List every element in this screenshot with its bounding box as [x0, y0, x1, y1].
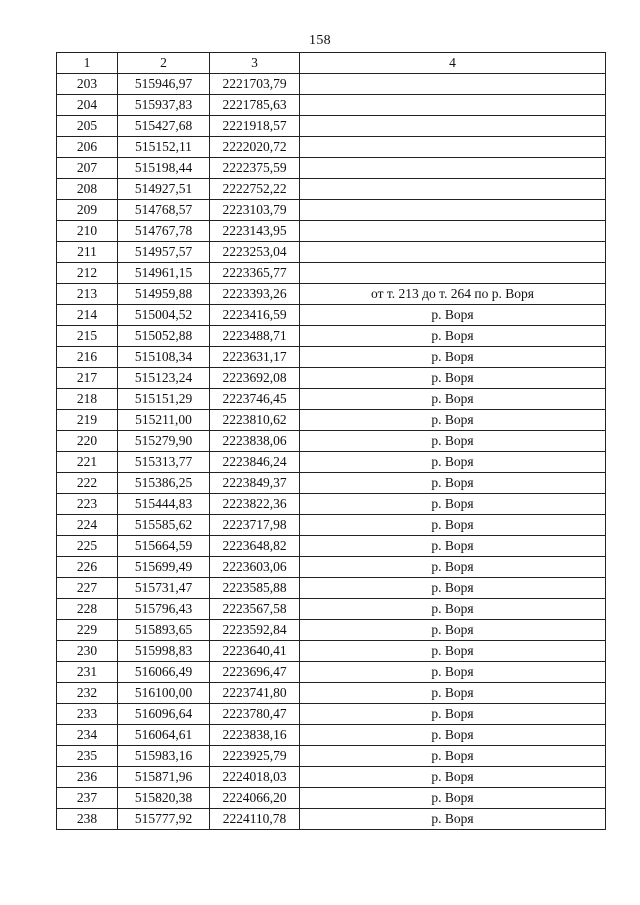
table-row: [57, 284, 606, 305]
x-coordinate-cell: 516096,64: [118, 704, 210, 725]
x-coordinate-cell: 516066,49: [118, 662, 210, 683]
point-number-cell: 228: [57, 599, 118, 620]
table-row: [57, 452, 606, 473]
description-cell: р. Воря: [300, 683, 606, 704]
point-number-cell: 209: [57, 200, 118, 221]
point-number-cell: 204: [57, 95, 118, 116]
point-number-cell: 223: [57, 494, 118, 515]
x-coordinate-cell: 514767,78: [118, 221, 210, 242]
y-coordinate-cell: 2221785,63: [210, 95, 300, 116]
y-coordinate-cell: 2221703,79: [210, 74, 300, 95]
description-cell: р. Воря: [300, 326, 606, 347]
table-row: [57, 431, 606, 452]
y-coordinate-cell: 2223143,95: [210, 221, 300, 242]
description-cell: р. Воря: [300, 641, 606, 662]
y-coordinate-cell: 2223648,82: [210, 536, 300, 557]
point-number-cell: 233: [57, 704, 118, 725]
y-coordinate-cell: 2222020,72: [210, 137, 300, 158]
description-cell: р. Воря: [300, 578, 606, 599]
x-coordinate-cell: 515123,24: [118, 368, 210, 389]
point-number-cell: 203: [57, 74, 118, 95]
table-row: [57, 641, 606, 662]
x-coordinate-cell: 515151,29: [118, 389, 210, 410]
point-number-cell: 208: [57, 179, 118, 200]
table-row: [57, 368, 606, 389]
x-coordinate-cell: 515664,59: [118, 536, 210, 557]
table-row: [57, 116, 606, 137]
y-coordinate-cell: 2223103,79: [210, 200, 300, 221]
description-cell: р. Воря: [300, 368, 606, 389]
point-number-cell: 212: [57, 263, 118, 284]
y-coordinate-cell: 2222752,22: [210, 179, 300, 200]
table-row: [57, 620, 606, 641]
y-coordinate-cell: 2221918,57: [210, 116, 300, 137]
point-number-cell: 211: [57, 242, 118, 263]
x-coordinate-cell: 515198,44: [118, 158, 210, 179]
point-number-cell: 217: [57, 368, 118, 389]
y-coordinate-cell: 2223365,77: [210, 263, 300, 284]
point-number-cell: 229: [57, 620, 118, 641]
point-number-cell: 231: [57, 662, 118, 683]
table-row: [57, 242, 606, 263]
x-coordinate-cell: 515983,16: [118, 746, 210, 767]
table-row: [57, 725, 606, 746]
x-coordinate-cell: 515313,77: [118, 452, 210, 473]
x-coordinate-cell: 515998,83: [118, 641, 210, 662]
y-coordinate-cell: 2222375,59: [210, 158, 300, 179]
description-cell: [300, 263, 606, 284]
point-number-cell: 227: [57, 578, 118, 599]
point-number-cell: 206: [57, 137, 118, 158]
table-row: [57, 662, 606, 683]
header-row: [57, 53, 606, 74]
y-coordinate-cell: 2224066,20: [210, 788, 300, 809]
point-number-cell: 222: [57, 473, 118, 494]
point-number-cell: 220: [57, 431, 118, 452]
table-row: [57, 746, 606, 767]
y-coordinate-cell: 2224110,78: [210, 809, 300, 830]
coordinates-table: [56, 52, 606, 830]
table-row: [57, 263, 606, 284]
description-cell: [300, 74, 606, 95]
x-coordinate-cell: 515871,96: [118, 767, 210, 788]
point-number-cell: 213: [57, 284, 118, 305]
description-cell: [300, 200, 606, 221]
x-coordinate-cell: 515386,25: [118, 473, 210, 494]
y-coordinate-cell: 2223746,45: [210, 389, 300, 410]
page-number: 158: [309, 33, 331, 48]
point-number-cell: 238: [57, 809, 118, 830]
point-number-cell: 225: [57, 536, 118, 557]
x-coordinate-cell: 515777,92: [118, 809, 210, 830]
point-number-cell: 215: [57, 326, 118, 347]
table-row: [57, 473, 606, 494]
y-coordinate-cell: 2223925,79: [210, 746, 300, 767]
table-row: [57, 599, 606, 620]
table-row: [57, 326, 606, 347]
table-row: [57, 515, 606, 536]
table-row: [57, 389, 606, 410]
table-row: [57, 95, 606, 116]
description-cell: от т. 213 до т. 264 по р. Воря: [300, 284, 606, 305]
y-coordinate-cell: 2223640,41: [210, 641, 300, 662]
y-coordinate-cell: 2223780,47: [210, 704, 300, 725]
point-number-cell: 234: [57, 725, 118, 746]
y-coordinate-cell: 2224018,03: [210, 767, 300, 788]
y-coordinate-cell: 2223822,36: [210, 494, 300, 515]
description-cell: р. Воря: [300, 662, 606, 683]
x-coordinate-cell: 515820,38: [118, 788, 210, 809]
x-coordinate-cell: 515937,83: [118, 95, 210, 116]
y-coordinate-cell: 2223849,37: [210, 473, 300, 494]
x-coordinate-cell: 514961,15: [118, 263, 210, 284]
table-row: [57, 704, 606, 725]
column-header-1: 1: [57, 53, 118, 74]
y-coordinate-cell: 2223393,26: [210, 284, 300, 305]
point-number-cell: 207: [57, 158, 118, 179]
y-coordinate-cell: 2223567,58: [210, 599, 300, 620]
description-cell: р. Воря: [300, 788, 606, 809]
x-coordinate-cell: 515585,62: [118, 515, 210, 536]
x-coordinate-cell: 515108,34: [118, 347, 210, 368]
point-number-cell: 230: [57, 641, 118, 662]
x-coordinate-cell: 514959,88: [118, 284, 210, 305]
description-cell: р. Воря: [300, 557, 606, 578]
description-cell: р. Воря: [300, 809, 606, 830]
point-number-cell: 235: [57, 746, 118, 767]
point-number-cell: 210: [57, 221, 118, 242]
description-cell: р. Воря: [300, 620, 606, 641]
description-cell: р. Воря: [300, 599, 606, 620]
y-coordinate-cell: 2223253,04: [210, 242, 300, 263]
y-coordinate-cell: 2223692,08: [210, 368, 300, 389]
table-row: [57, 578, 606, 599]
point-number-cell: 219: [57, 410, 118, 431]
x-coordinate-cell: 516100,00: [118, 683, 210, 704]
table-row: [57, 221, 606, 242]
point-number-cell: 236: [57, 767, 118, 788]
description-cell: р. Воря: [300, 746, 606, 767]
point-number-cell: 214: [57, 305, 118, 326]
x-coordinate-cell: 515004,52: [118, 305, 210, 326]
x-coordinate-cell: 515211,00: [118, 410, 210, 431]
point-number-cell: 237: [57, 788, 118, 809]
point-number-cell: 216: [57, 347, 118, 368]
description-cell: р. Воря: [300, 515, 606, 536]
description-cell: [300, 158, 606, 179]
x-coordinate-cell: 515796,43: [118, 599, 210, 620]
description-cell: [300, 221, 606, 242]
description-cell: р. Воря: [300, 389, 606, 410]
table-row: [57, 158, 606, 179]
description-cell: р. Воря: [300, 767, 606, 788]
table-row: [57, 410, 606, 431]
description-cell: р. Воря: [300, 473, 606, 494]
description-cell: р. Воря: [300, 431, 606, 452]
y-coordinate-cell: 2223838,16: [210, 725, 300, 746]
description-cell: [300, 242, 606, 263]
y-coordinate-cell: 2223488,71: [210, 326, 300, 347]
description-cell: р. Воря: [300, 452, 606, 473]
description-cell: р. Воря: [300, 725, 606, 746]
x-coordinate-cell: 515444,83: [118, 494, 210, 515]
point-number-cell: 224: [57, 515, 118, 536]
column-header-3: 3: [210, 53, 300, 74]
y-coordinate-cell: 2223810,62: [210, 410, 300, 431]
x-coordinate-cell: 515699,49: [118, 557, 210, 578]
table-row: [57, 788, 606, 809]
table-row: [57, 557, 606, 578]
y-coordinate-cell: 2223585,88: [210, 578, 300, 599]
description-cell: р. Воря: [300, 494, 606, 515]
table-row: [57, 200, 606, 221]
y-coordinate-cell: 2223696,47: [210, 662, 300, 683]
y-coordinate-cell: 2223741,80: [210, 683, 300, 704]
x-coordinate-cell: 516064,61: [118, 725, 210, 746]
description-cell: [300, 137, 606, 158]
description-cell: [300, 179, 606, 200]
table-row: [57, 494, 606, 515]
column-header-4: 4: [300, 53, 606, 74]
description-cell: р. Воря: [300, 536, 606, 557]
y-coordinate-cell: 2223592,84: [210, 620, 300, 641]
table-row: [57, 767, 606, 788]
table-row: [57, 305, 606, 326]
description-cell: р. Воря: [300, 410, 606, 431]
column-header-2: 2: [118, 53, 210, 74]
x-coordinate-cell: 514957,57: [118, 242, 210, 263]
x-coordinate-cell: 514768,57: [118, 200, 210, 221]
point-number-cell: 218: [57, 389, 118, 410]
point-number-cell: 205: [57, 116, 118, 137]
x-coordinate-cell: 515279,90: [118, 431, 210, 452]
x-coordinate-cell: 515946,97: [118, 74, 210, 95]
description-cell: [300, 116, 606, 137]
x-coordinate-cell: 515152,11: [118, 137, 210, 158]
description-cell: [300, 95, 606, 116]
x-coordinate-cell: 515052,88: [118, 326, 210, 347]
x-coordinate-cell: 515731,47: [118, 578, 210, 599]
y-coordinate-cell: 2223717,98: [210, 515, 300, 536]
description-cell: р. Воря: [300, 347, 606, 368]
description-cell: р. Воря: [300, 305, 606, 326]
table-row: [57, 536, 606, 557]
table-row: [57, 683, 606, 704]
table-header: [57, 53, 606, 74]
x-coordinate-cell: 515427,68: [118, 116, 210, 137]
y-coordinate-cell: 2223416,59: [210, 305, 300, 326]
table-row: [57, 809, 606, 830]
table-body: [57, 74, 606, 830]
table-row: [57, 137, 606, 158]
point-number-cell: 221: [57, 452, 118, 473]
table-row: [57, 179, 606, 200]
y-coordinate-cell: 2223631,17: [210, 347, 300, 368]
x-coordinate-cell: 515893,65: [118, 620, 210, 641]
point-number-cell: 232: [57, 683, 118, 704]
description-cell: р. Воря: [300, 704, 606, 725]
table-row: [57, 347, 606, 368]
point-number-cell: 226: [57, 557, 118, 578]
y-coordinate-cell: 2223838,06: [210, 431, 300, 452]
x-coordinate-cell: 514927,51: [118, 179, 210, 200]
y-coordinate-cell: 2223846,24: [210, 452, 300, 473]
y-coordinate-cell: 2223603,06: [210, 557, 300, 578]
table-row: [57, 74, 606, 95]
